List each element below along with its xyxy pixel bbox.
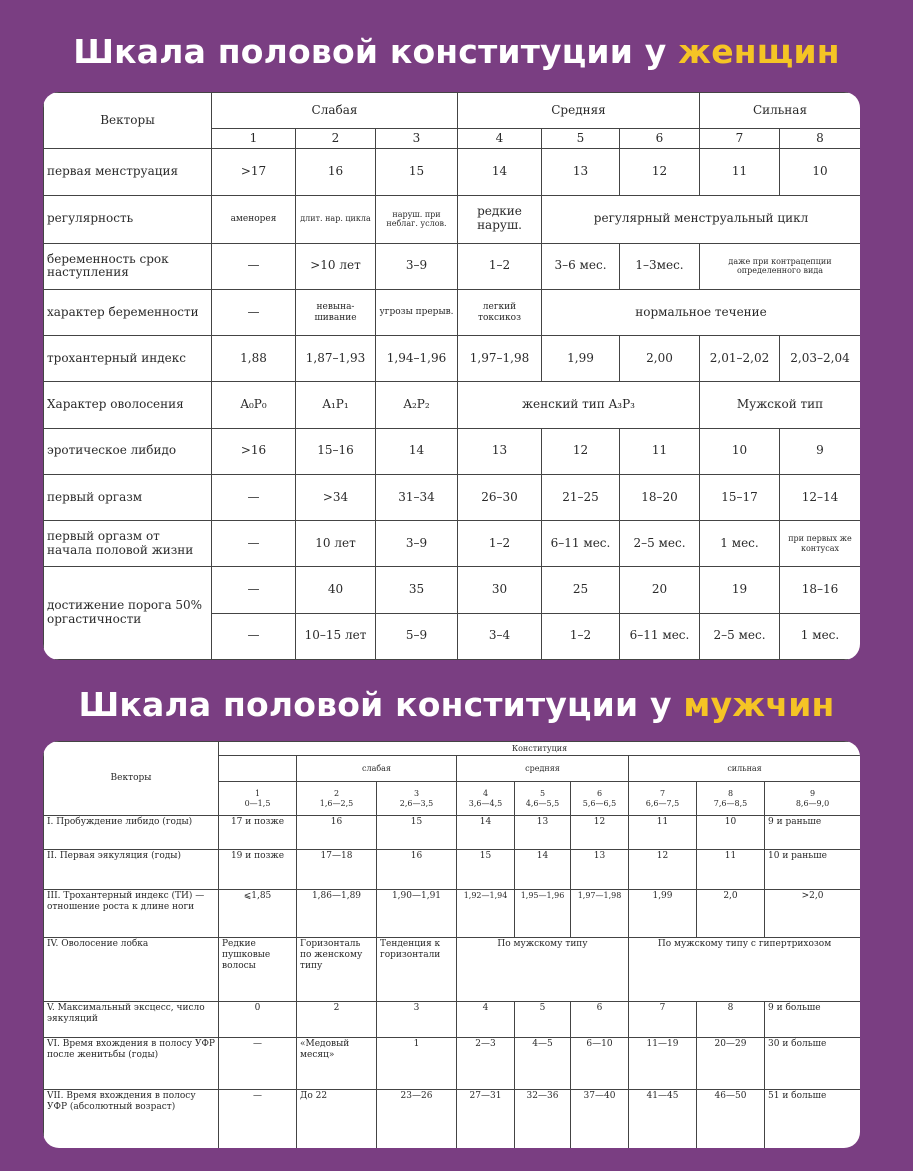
vectors-header: Векторы <box>44 93 212 149</box>
table-cell: 41—45 <box>629 1090 697 1149</box>
table-cell: 15–17 <box>700 474 780 520</box>
table-cell: 3–9 <box>376 521 458 567</box>
table-cell: 19 и позже <box>219 850 297 890</box>
table-cell: 12 <box>620 149 700 195</box>
col-header: 3 2,6—3,5 <box>377 782 457 816</box>
table-cell: 4—5 <box>515 1038 571 1090</box>
col-header: 6 5,6—6,5 <box>571 782 629 816</box>
table-cell: 13 <box>458 428 542 474</box>
table-cell: 31–34 <box>376 474 458 520</box>
table-cell: 1–3мес. <box>620 243 700 289</box>
table-cell: 15 <box>376 149 458 195</box>
table-cell: 6 <box>571 1002 629 1038</box>
table-cell: 6—10 <box>571 1038 629 1090</box>
table-cell: 1,92—1,94 <box>457 890 515 938</box>
table-cell: 15–16 <box>296 428 376 474</box>
table-cell: 14 <box>458 149 542 195</box>
row-label: первый оргазм <box>44 474 212 520</box>
table-cell: 3 <box>377 1002 457 1038</box>
table-cell: при первых же контусах <box>780 521 861 567</box>
table-cell: 11 <box>620 428 700 474</box>
table-cell: 5 <box>515 1002 571 1038</box>
table-cell: — <box>212 613 296 659</box>
strong-header: Сильная <box>700 93 861 129</box>
table-cell: наруш. при неблаг. услов. <box>376 195 458 243</box>
row-label: первый оргазм от начала половой жизни <box>44 521 212 567</box>
table-cell: >2,0 <box>765 890 861 938</box>
merged-cell: По мужскому типу с гипертрихозом <box>629 938 861 1002</box>
weak-header: Слабая <box>212 93 458 129</box>
men-scale-table <box>43 741 860 1148</box>
row-label: VI. Время вхождения в полосу УФР после женитьбы (годы) <box>44 1038 219 1090</box>
table-row <box>44 290 861 336</box>
table-cell: >10 лет <box>296 243 376 289</box>
men-scale-title: Шкала половой конституции у мужчин <box>78 685 835 724</box>
row-label: первая менструация <box>44 149 212 195</box>
table-cell: 3–4 <box>458 613 542 659</box>
table-cell: 6–11 мес. <box>620 613 700 659</box>
table-cell: легкий токсикоз <box>458 290 542 336</box>
table-cell: Тенденция к горизонтали <box>377 938 457 1002</box>
table-row <box>44 521 861 567</box>
table-cell: 3–9 <box>376 243 458 289</box>
table-row <box>44 243 861 289</box>
table-cell: >34 <box>296 474 376 520</box>
table-row <box>44 149 861 195</box>
table-cell: 4 <box>457 1002 515 1038</box>
merged-cell: регулярный менструальный цикл <box>542 195 861 243</box>
table-cell: 9 и больше <box>765 1002 861 1038</box>
table-cell: 2—3 <box>457 1038 515 1090</box>
table-cell: 2,03–2,04 <box>780 336 861 382</box>
row-label: IV. Оволосение лобка <box>44 938 219 1002</box>
col-header: 4 3,6—4,5 <box>457 782 515 816</box>
table-cell: 17 и позже <box>219 816 297 850</box>
row-label: достижение порога 50% оргастичности <box>44 567 212 660</box>
table-row <box>44 336 861 382</box>
table-cell: 16 <box>296 149 376 195</box>
table-cell: >17 <box>212 149 296 195</box>
table-cell: 10 <box>697 816 765 850</box>
col-header: 8 7,6—8,5 <box>697 782 765 816</box>
table-cell: 1,99 <box>542 336 620 382</box>
row-label: V. Максимальный эксцесс, число эякуляций <box>44 1002 219 1038</box>
table-cell: 32—36 <box>515 1090 571 1149</box>
merged-cell: даже при контрацепции определенного вида <box>700 243 861 289</box>
table-cell: 11 <box>697 850 765 890</box>
table-cell: — <box>212 243 296 289</box>
table-cell: 6–11 мес. <box>542 521 620 567</box>
col-header: 5 4,6—5,5 <box>515 782 571 816</box>
table-cell: 2 <box>297 1002 377 1038</box>
table-cell: A₀P₀ <box>212 382 296 428</box>
table-cell: — <box>212 521 296 567</box>
table-cell: 2–5 мес. <box>700 613 780 659</box>
table-row <box>44 382 861 428</box>
table-cell: 2,01–2,02 <box>700 336 780 382</box>
merged-cell: По мужскому типу <box>457 938 629 1002</box>
constitution-header: Конституция <box>219 742 861 756</box>
table-cell: 23—26 <box>377 1090 457 1149</box>
table-row <box>44 474 861 520</box>
row-label: эротическое либидо <box>44 428 212 474</box>
table-row <box>44 195 861 243</box>
merged-cell: женский тип A₃P₃ <box>458 382 700 428</box>
table-cell: 1–2 <box>458 521 542 567</box>
strong-header: сильная <box>629 756 861 782</box>
row-label: Характер оволосения <box>44 382 212 428</box>
table-cell: 3–6 мес. <box>542 243 620 289</box>
row-label: III. Трохантерный индекс (ТИ) — отношение роста к длине ноги <box>44 890 219 938</box>
row-label: VII. Время вхождения в полосу УФР (абсолютный возраст) <box>44 1090 219 1149</box>
col-number: 1 <box>212 129 296 149</box>
women-scale-card <box>43 92 860 660</box>
table-cell: 14 <box>376 428 458 474</box>
table-cell: Горизонталь по женскому типу <box>297 938 377 1002</box>
table-cell: 18–16 <box>780 567 861 613</box>
table-cell: 16 <box>297 816 377 850</box>
merged-cell: Мужской тип <box>700 382 861 428</box>
table-cell: 7 <box>629 1002 697 1038</box>
table-cell: длит. нар. цикла <box>296 195 376 243</box>
table-cell: 1,97–1,98 <box>458 336 542 382</box>
table-cell: 10–15 лет <box>296 613 376 659</box>
vectors-header: Векторы <box>44 742 219 816</box>
table-cell: 25 <box>542 567 620 613</box>
men-scale-card <box>43 741 860 1148</box>
table-cell: 9 <box>780 428 861 474</box>
table-cell: 20 <box>620 567 700 613</box>
table-cell: — <box>219 1090 297 1149</box>
table-cell: A₂P₂ <box>376 382 458 428</box>
table-cell: 1,99 <box>629 890 697 938</box>
table-row <box>44 1002 861 1038</box>
col-header: 2 1,6—2,5 <box>297 782 377 816</box>
table-cell: До 22 <box>297 1090 377 1149</box>
table-cell: — <box>212 474 296 520</box>
table-cell: 9 и раньше <box>765 816 861 850</box>
table-cell: 10 лет <box>296 521 376 567</box>
table-cell: 13 <box>542 149 620 195</box>
row-label: характер беременности <box>44 290 212 336</box>
table-cell: — <box>212 567 296 613</box>
table-cell: 37—40 <box>571 1090 629 1149</box>
table-cell: 11 <box>629 816 697 850</box>
table-cell: 15 <box>377 816 457 850</box>
table-cell: 1,87–1,93 <box>296 336 376 382</box>
row-label: II. Первая эякуляция (годы) <box>44 850 219 890</box>
medium-header: средняя <box>457 756 629 782</box>
table-cell: 1 мес. <box>780 613 861 659</box>
row-label: трохантерный индекс <box>44 336 212 382</box>
row-label: беременность срок наступления <box>44 243 212 289</box>
table-cell: 0 <box>219 1002 297 1038</box>
table-cell: 10 и раньше <box>765 850 861 890</box>
table-row <box>44 428 861 474</box>
table-cell: 12 <box>571 816 629 850</box>
table-cell: 1,88 <box>212 336 296 382</box>
table-cell: 51 и больше <box>765 1090 861 1149</box>
table-cell: 19 <box>700 567 780 613</box>
table-cell: 35 <box>376 567 458 613</box>
weak-header: слабая <box>297 756 457 782</box>
table-cell: 1,94–1,96 <box>376 336 458 382</box>
col-number: 3 <box>376 129 458 149</box>
table-cell: 17—18 <box>297 850 377 890</box>
table-cell: ⩽1,85 <box>219 890 297 938</box>
table-cell: 1,97—1,98 <box>571 890 629 938</box>
table-cell: — <box>212 290 296 336</box>
table-cell: 11—19 <box>629 1038 697 1090</box>
table-row <box>44 567 861 613</box>
table-cell: 12 <box>542 428 620 474</box>
col-number: 5 <box>542 129 620 149</box>
table-cell: 1 <box>377 1038 457 1090</box>
table-cell: >16 <box>212 428 296 474</box>
table-cell: 1 мес. <box>700 521 780 567</box>
table-cell: 11 <box>700 149 780 195</box>
table-cell: 1,90—1,91 <box>377 890 457 938</box>
table-cell: невына-шивание <box>296 290 376 336</box>
table-row <box>44 1090 861 1149</box>
table-cell: 5–9 <box>376 613 458 659</box>
table-cell: 10 <box>780 149 861 195</box>
merged-cell: нормальное течение <box>542 290 861 336</box>
table-cell: редкие наруш. <box>458 195 542 243</box>
table-row <box>44 850 861 890</box>
table-cell: 18–20 <box>620 474 700 520</box>
table-cell: 2,0 <box>697 890 765 938</box>
col-number: 2 <box>296 129 376 149</box>
table-cell: 1–2 <box>542 613 620 659</box>
col-header: 9 8,6—9,0 <box>765 782 861 816</box>
weak-header-spacer <box>219 756 297 782</box>
table-cell: угрозы прерыв. <box>376 290 458 336</box>
table-cell: 2,00 <box>620 336 700 382</box>
table-cell: 30 и больше <box>765 1038 861 1090</box>
women-scale-table <box>43 92 860 660</box>
table-cell: — <box>219 1038 297 1090</box>
medium-header: Средняя <box>458 93 700 129</box>
table-row <box>44 1038 861 1090</box>
table-row <box>44 890 861 938</box>
table-row <box>44 938 861 1002</box>
table-cell: 12–14 <box>780 474 861 520</box>
col-header: 1 0—1,5 <box>219 782 297 816</box>
table-cell: аменорея <box>212 195 296 243</box>
col-number: 7 <box>700 129 780 149</box>
table-cell: 20—29 <box>697 1038 765 1090</box>
table-cell: 13 <box>571 850 629 890</box>
row-label: I. Пробуждение либидо (годы) <box>44 816 219 850</box>
col-number: 8 <box>780 129 861 149</box>
table-cell: 12 <box>629 850 697 890</box>
table-cell: Редкие пушковые волосы <box>219 938 297 1002</box>
table-cell: «Медовый месяц» <box>297 1038 377 1090</box>
table-cell: 27—31 <box>457 1090 515 1149</box>
table-cell: 40 <box>296 567 376 613</box>
table-cell: 15 <box>457 850 515 890</box>
table-cell: 10 <box>700 428 780 474</box>
table-cell: 14 <box>457 816 515 850</box>
col-header: 7 6,6—7,5 <box>629 782 697 816</box>
table-cell: 1–2 <box>458 243 542 289</box>
table-cell: 26–30 <box>458 474 542 520</box>
col-number: 6 <box>620 129 700 149</box>
table-cell: 1,86—1,89 <box>297 890 377 938</box>
table-cell: 13 <box>515 816 571 850</box>
table-cell: 30 <box>458 567 542 613</box>
col-number: 4 <box>458 129 542 149</box>
table-cell: 8 <box>697 1002 765 1038</box>
table-cell: 1,95—1,96 <box>515 890 571 938</box>
table-cell: 21–25 <box>542 474 620 520</box>
women-scale-title: Шкала половой конституции у женщин <box>73 32 840 71</box>
table-cell: 2–5 мес. <box>620 521 700 567</box>
row-label: регулярность <box>44 195 212 243</box>
table-cell: 46—50 <box>697 1090 765 1149</box>
table-cell: A₁P₁ <box>296 382 376 428</box>
table-cell: 14 <box>515 850 571 890</box>
table-cell: 16 <box>377 850 457 890</box>
table-row <box>44 816 861 850</box>
